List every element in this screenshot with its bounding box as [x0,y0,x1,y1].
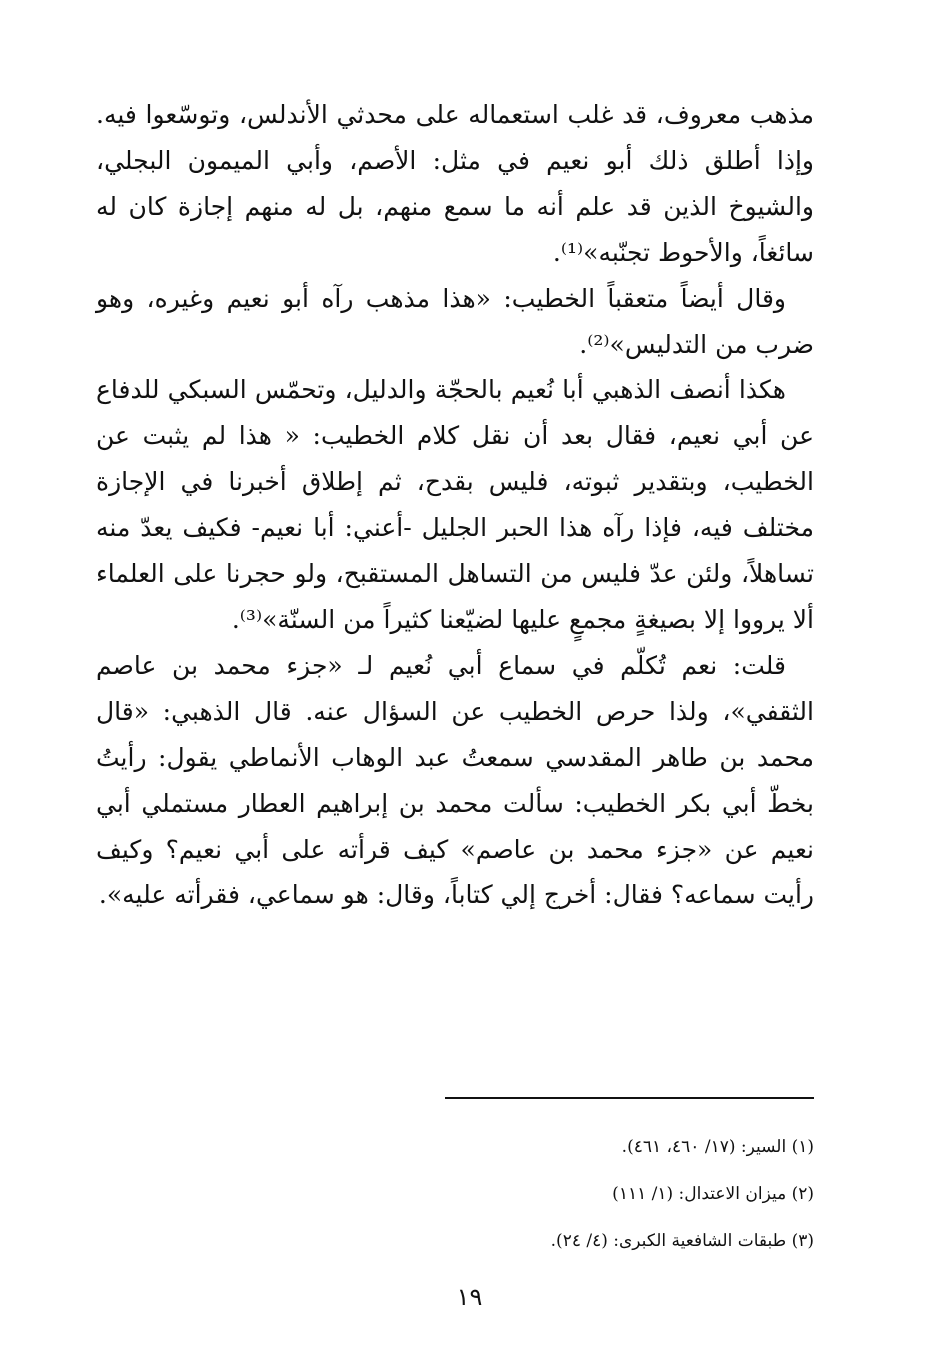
footnote-separator [445,1097,814,1099]
footnote-2: (٢) ميزان الاعتدال: (١/ ١١١) [612,1184,814,1204]
footnote-3: (٣) طبقات الشافعية الكبرى: (٤/ ٢٤). [550,1231,814,1251]
page-number: ١٩ [456,1283,483,1311]
paragraph-subki-defense: هكذا أنصف الذهبي أبا نُعيم بالحجّة والدليل، وتحمّس السبكي للدفاع عن أبي نعيم، فقال بعد أن نقل كلام الخطيب: « هذا لم يثبت عن الخطيب، وبتقدير ثبوته، فليس بقدح، ثم إطلاق أخبرنا في الإجازة مختلف فيه، فإذا رآه هذا الحبر الجليل -أعني: أبا نعيم- فكيف يعدّ منه تساهلاً، ولئن عدّ فليس من التساهل المستقبح، ولو حجرنا على العلماء ألا يرووا إلا بصيغةٍ مجمعٍ عليها لضيّعنا كثيراً من السنّة»⁽³⁾. [96,375,814,634]
footnote-1: (١) السير: (١٧/ ٤٦٠، ٤٦١). [621,1137,814,1157]
paragraph-continuation: مذهب معروف، قد غلب استعماله على محدثي الأندلس، وتوسّعوا فيه. وإذا أطلق ذلك أبو نعيم في مثل: الأصم، وأبي الميمون البجلي، والشيوخ الذين قد علم أنه ما سمع منهم، بل له منهم إجازة كان له سائغاً، والأحوط تجنّبه»⁽¹⁾. [96,100,814,267]
footnotes [430,1124,814,1265]
main-text [96,92,814,918]
paragraph-author-comment: قلت: نعم تُكلّم في سماع أبي نُعيم لـ «جزء محمد بن عاصم الثقفي»، ولذا حرص الخطيب عن السؤال عنه. قال الذهبي: «قال محمد بن طاهر المقدسي سمعتُ عبد الوهاب الأنماطي يقول: رأيتُ بخطّ أبي بكر الخطيب: سألت محمد بن إبراهيم العطار مستملي أبي نعيم عن «جزء محمد بن عاصم» كيف قرأته على أبي نعيم؟ وكيف رأيت سماعه؟ فقال: أخرج إلي كتاباً، وقال: هو سماعي، فقرأته عليه». [96,650,814,910]
paragraph-khatib-critique: وقال أيضاً متعقباً الخطيب: «هذا مذهب رآه أبو نعيم وغيره، وهو ضرب من التدليس»⁽²⁾. [96,283,814,359]
